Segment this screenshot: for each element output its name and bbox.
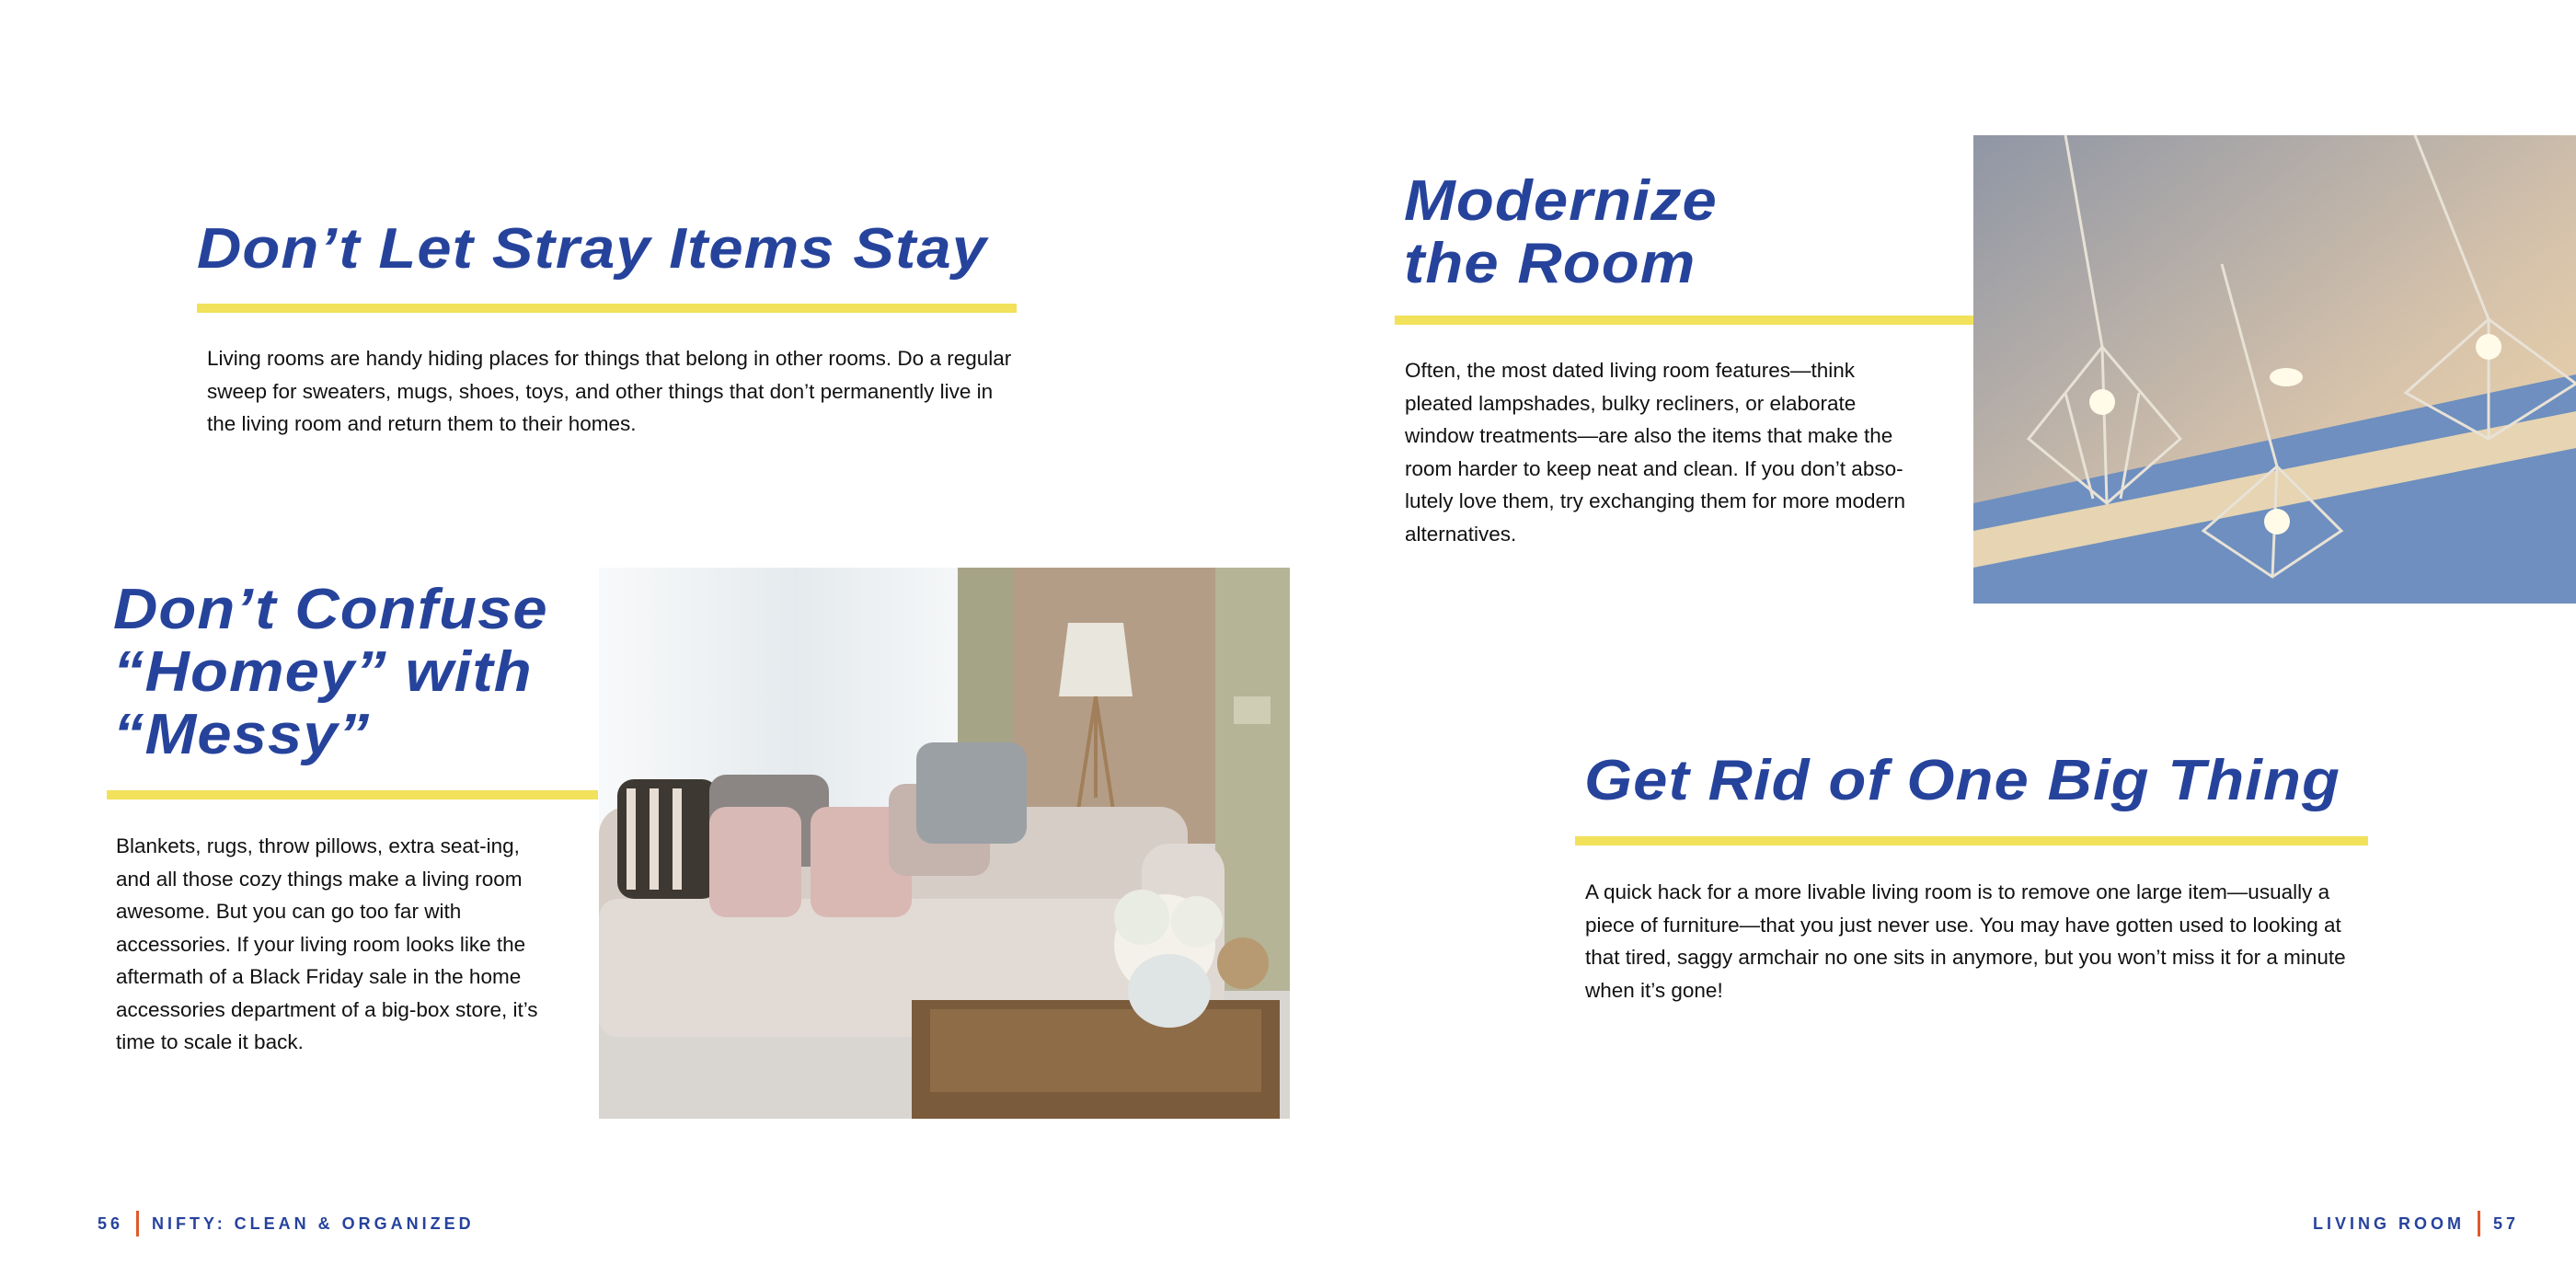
pendant-lamps-photo xyxy=(1973,135,2576,604)
page-number-left: 56 xyxy=(98,1213,124,1233)
section-stray-items xyxy=(197,217,1025,281)
section-big-thing xyxy=(1584,749,2412,812)
heading-underline xyxy=(1395,316,1973,325)
body-modernize: Often, the most dated living room features—think pleated lampshades, bulky recliners, or elaborate window treatments—are also the items that make the room harder to keep neat and clean. If you don’t abso-lutely love them, try exchanging them for more modern alternatives. xyxy=(1405,359,1905,546)
footer-divider xyxy=(136,1211,139,1236)
heading-underline xyxy=(107,790,598,799)
heading-stray-items: Don’t Let Stray Items Stay xyxy=(197,217,988,281)
heading-underline xyxy=(1575,836,2368,845)
heading-line-1: Modernize xyxy=(1404,169,1718,233)
heading-big-thing: Get Rid of One Big Thing xyxy=(1584,749,2340,812)
section-title: LIVING ROOM xyxy=(2312,1213,2465,1233)
book-title: NIFTY: CLEAN & ORGANIZED xyxy=(152,1213,475,1233)
heading-line-1: Don’t Confuse xyxy=(113,578,548,641)
section-homey-messy xyxy=(113,578,592,766)
footer-left xyxy=(98,1211,475,1236)
heading-line-3: “Messy” xyxy=(113,703,371,766)
page-number-right: 57 xyxy=(2492,1213,2519,1233)
living-room-sofa-photo xyxy=(599,568,1290,1119)
section-modernize xyxy=(1404,169,1864,295)
body-big-thing: A quick hack for a more livable living room is to remove one large item—usually a piece of furniture—that you just never use. You may have gotten used to looking at that tired, saggy armchair no one sits in anymore, but you won’t miss it for a minute when it’s gone! xyxy=(1585,880,2346,1002)
heading-line-2: “Homey” with xyxy=(113,640,533,704)
heading-line-2: the Room xyxy=(1404,232,1696,295)
footer-right xyxy=(2313,1211,2519,1236)
body-stray-items: Living rooms are handy hiding places for things that belong in other rooms. Do a regular sweep for sweaters, mugs, shoes, toys, and other things that don’t permanently live in the living room and return them to their homes. xyxy=(207,347,1012,435)
heading-underline xyxy=(197,304,1017,313)
body-homey-messy: Blankets, rugs, throw pillows, extra seat-ing, and all those cozy things make a living room awesome. But you can go too far with accessories. If your living room looks like the aftermath of a Black Friday sale in the home accessories department of a big-box store, it’s time to scale it back. xyxy=(116,834,538,1053)
footer-divider xyxy=(2478,1211,2480,1236)
